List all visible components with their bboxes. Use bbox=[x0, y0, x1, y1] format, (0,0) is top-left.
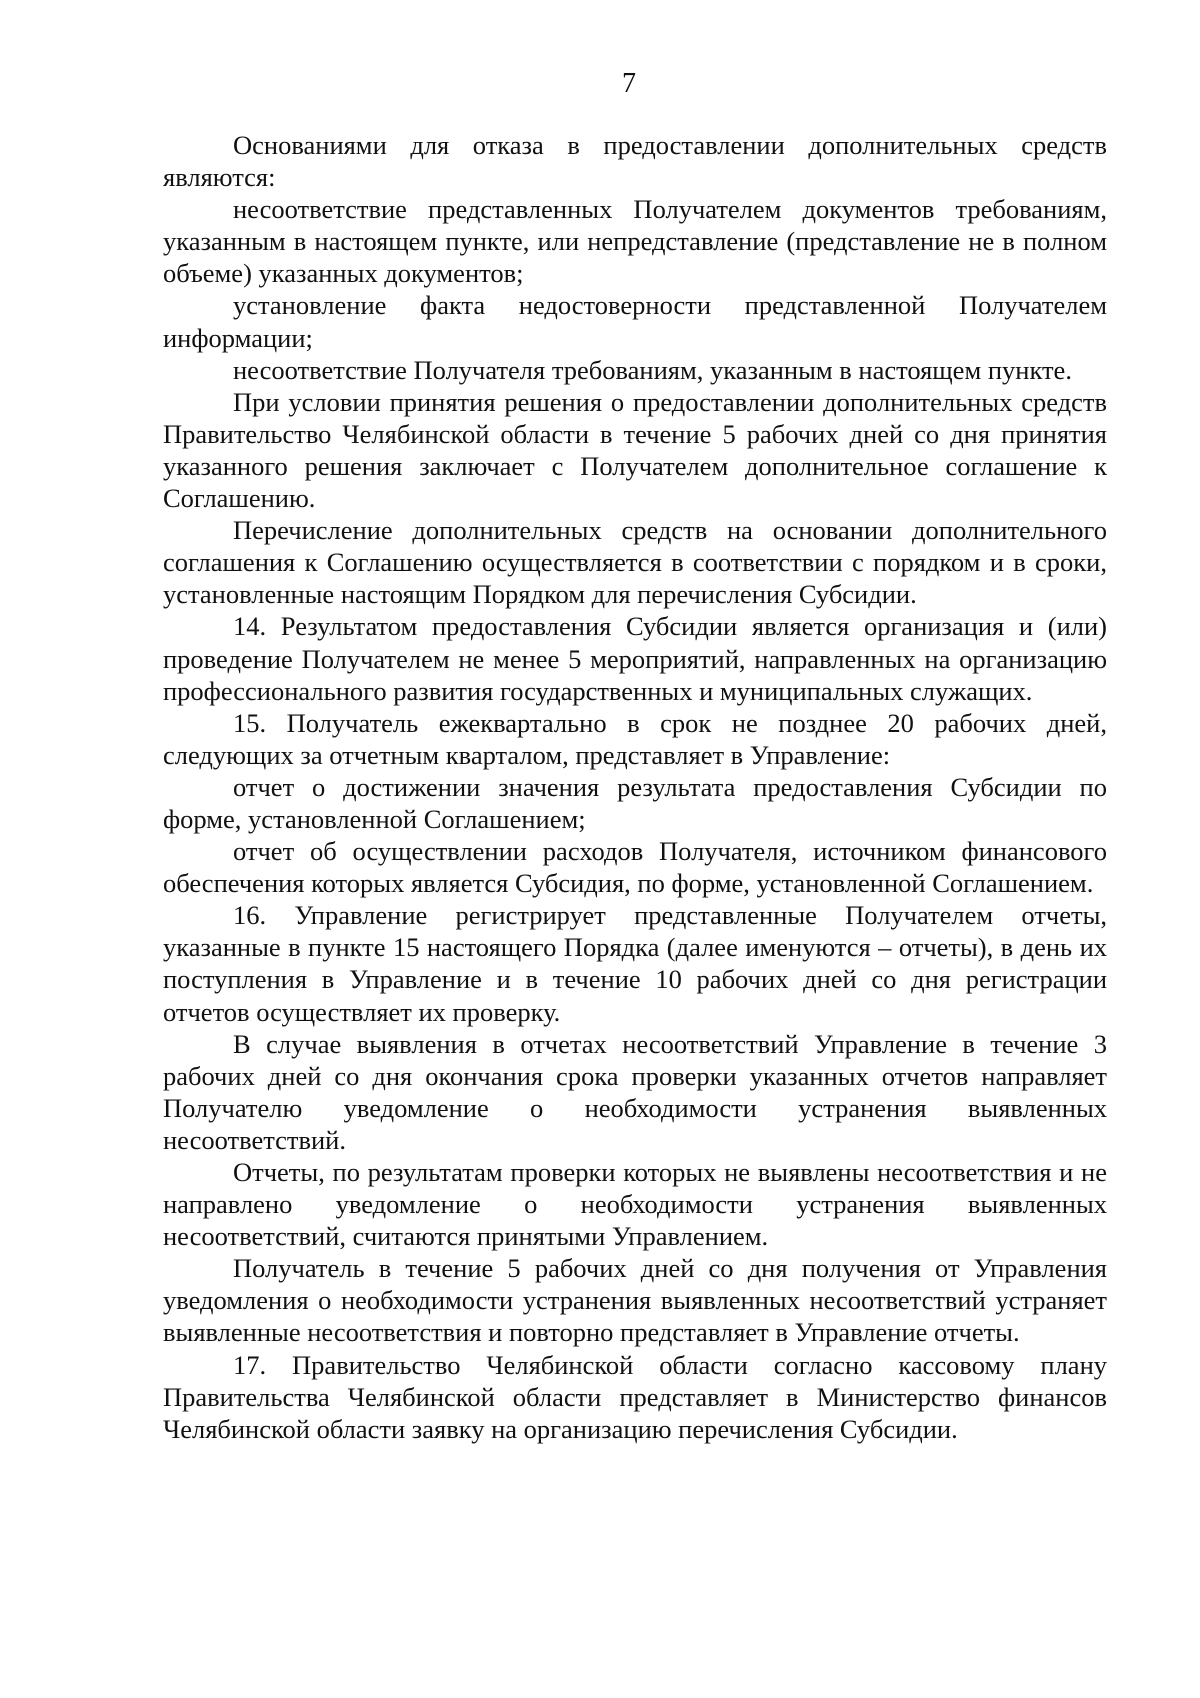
paragraph: Основаниями для отказа в предоставлении дополнительных средств являются: bbox=[163, 130, 1107, 193]
paragraph: 16. Управление регистрирует представленные Получателем отчеты, указанные в пункте 15 настоящего Порядка (далее именуются – отчеты), в день их поступления в Управление и в течение 10 рабочих дней со дня регистрации отчетов осуществляет их проверку. bbox=[163, 900, 1107, 1027]
paragraph: В случае выявления в отчетах несоответствий Управление в течение 3 рабочих дней со дня окончания срока проверки указанных отчетов направляет Получателю уведомление о необходимости устранения выявленных несоответствий. bbox=[163, 1028, 1107, 1155]
paragraph: 15. Получатель ежеквартально в срок не позднее 20 рабочих дней, следующих за отчетным кварталом, представляет в Управление: bbox=[163, 707, 1107, 770]
paragraph: При условии принятия решения о предоставлении дополнительных средств Правительство Челябинской области в течение 5 рабочих дней со дня принятия указанного решения заключает с Получателем дополнительное соглашение к Соглашению. bbox=[163, 386, 1107, 514]
paragraph: отчет о достижении значения результата предоставления Субсидии по форме, установленной Соглашением; bbox=[163, 771, 1107, 834]
page-number: 7 bbox=[622, 68, 636, 99]
paragraph: установление факта недостоверности представленной Получателем информации; bbox=[163, 290, 1107, 353]
paragraph: Отчеты, по результатам проверки которых не выявлены несоответствия и не направлено уведомление о необходимости устранения выявленных несоответствий, считаются принятыми Управлением. bbox=[163, 1157, 1107, 1252]
paragraph: 14. Результатом предоставления Субсидии является организация и (или) проведение Получателем не менее 5 мероприятий, направленных на организацию профессионального развития государственных и муниципальных служащих. bbox=[163, 611, 1107, 706]
paragraph: несоответствие Получателя требованиям, указанным в настоящем пункте. bbox=[233, 354, 1072, 385]
paragraph: 17. Правительство Челябинской области согласно кассовому плану Правительства Челябинской области представляет в Министерство финансов Челябинской области заявку на организацию перечисления Субсидии. bbox=[163, 1349, 1107, 1444]
paragraph: отчет об осуществлении расходов Получателя, источником финансового обеспечения которых является Субсидия, по форме, установленной Соглашением. bbox=[163, 836, 1107, 899]
paragraph: Получатель в течение 5 рабочих дней со дня получения от Управления уведомления о необходимости устранения выявленных несоответствий устраняет выявленные несоответствия и повторно представляет в Управление отчеты. bbox=[163, 1253, 1107, 1348]
paragraph: несоответствие представленных Получателем документов требованиям, указанным в настоящем пункте, или непредставление (представление не в полном объеме) указанных документов; bbox=[163, 194, 1107, 289]
paragraph: Перечисление дополнительных средств на основании дополнительного соглашения к Соглашению осуществляется в соответствии с порядком и в сроки, установленные настоящим Порядком для перечисления Субсидии. bbox=[163, 515, 1107, 610]
document-body bbox=[163, 129, 1107, 1445]
